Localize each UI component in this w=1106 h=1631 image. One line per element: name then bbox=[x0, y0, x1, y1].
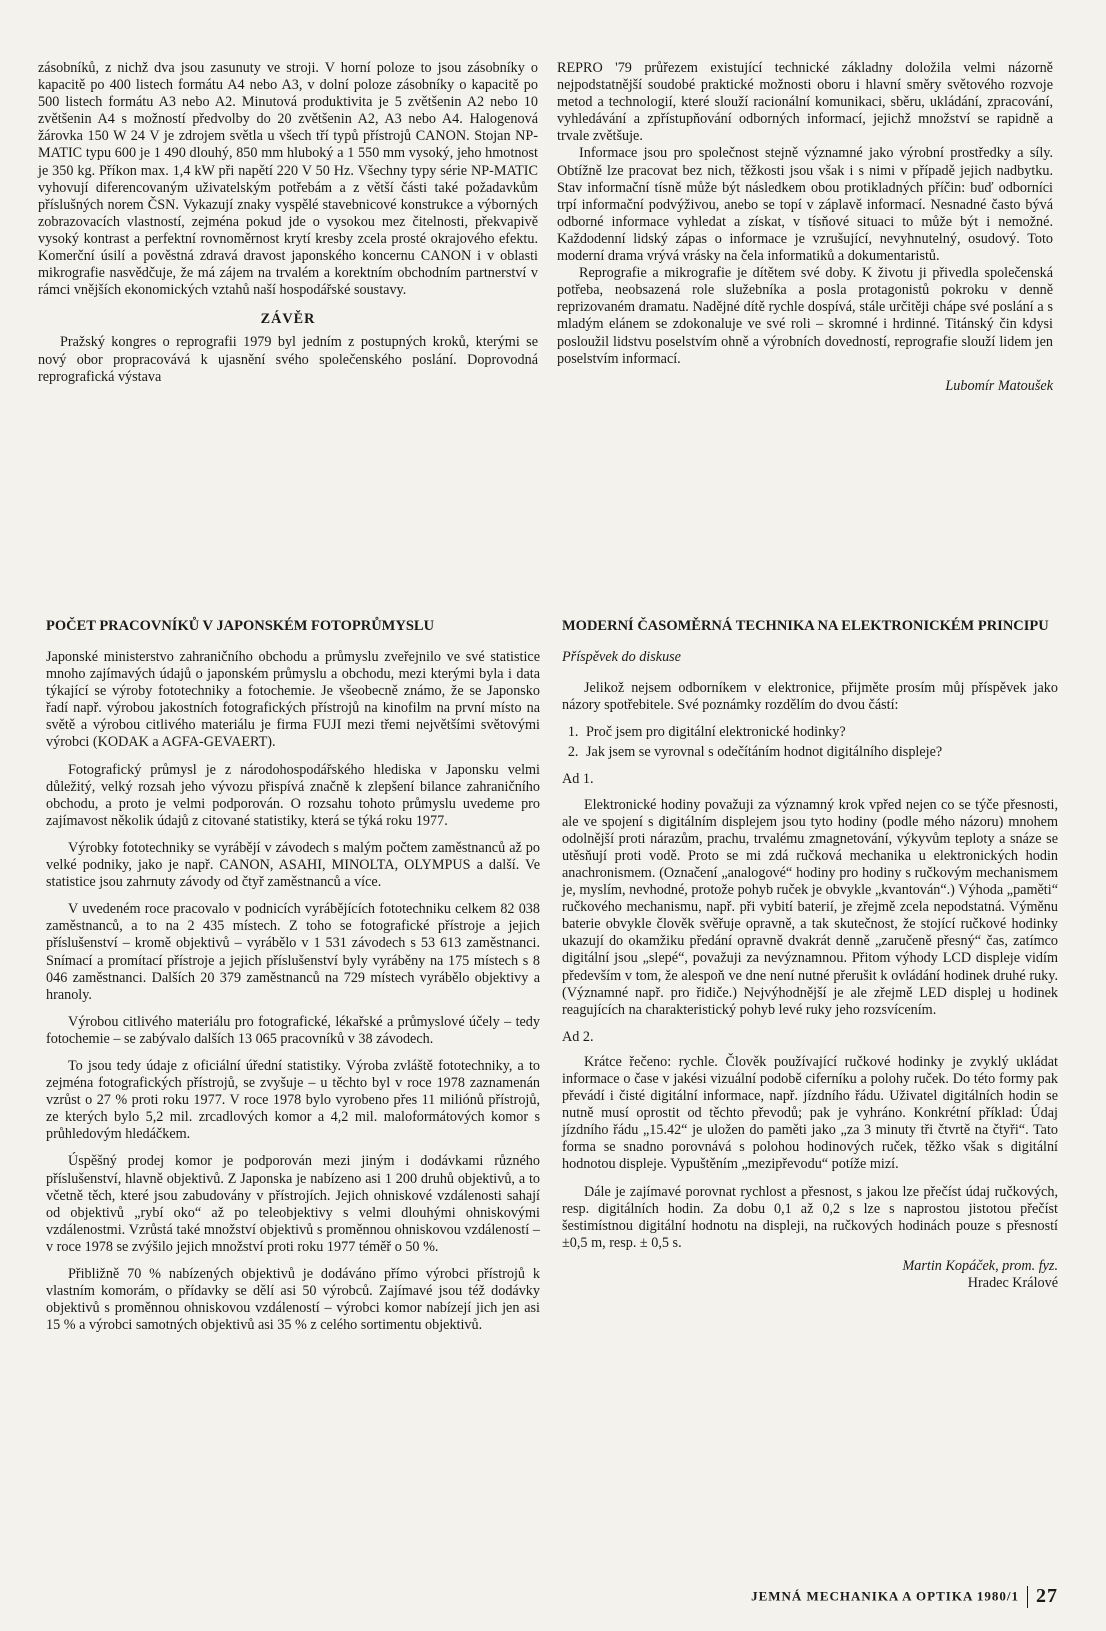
author-block bbox=[562, 1258, 1058, 1292]
paragraph: V uvedeném roce pracovalo v podnicích vyrábějících fototechniku celkem 82 038 zaměstnanců, a to na 2 435 místech. Z toho se fotografické přístroje a jejich příslušenství – kromě objektivů – vyrábělo v 1 531 závodech s 53 613 zaměstnanci. Snímací a promítací přístroje a jejich příslušenství byly vyráběny na 175 místech s 8 046 zaměstnanci. Dalších 20 379 zaměstnanců na 729 místech vyrábělo objektivy a hranoly. bbox=[46, 901, 540, 1003]
paragraph: Výrobky fototechniky se vyrábějí v závodech s malým počtem zaměstnanců až po velké podniky, jako je např. CANON, ASAHI, MINOLTA, OLYMPUS a další. Ve statistice jsou zahrnuty závody od čtyř zaměstnanců a více. bbox=[46, 839, 540, 891]
paragraph: Informace jsou pro společnost stejně významné jako výrobní prostředky a síly. Obtížně lze pracovat bez nich, těžkosti jsou však i s nimi v případě jejich nadbytku. Stav informační tísně může být následkem obou protikladných příčin: buď odborníci trpí informační podvýživou, anebo se topí v záplavě informací. Nesnadné často bývá odborné informace vyhledat a získat, v tísňové situaci to může být i nemožné. Každodenní lidský zápas o informace je vzrušující, nevyhnutelný, osudový. Toto moderní drama vrývá vrásky na čela informatiků a dokumentaristů. bbox=[557, 145, 1053, 265]
paragraph: Dále je zajímavé porovnat rychlost a přesnost, s jakou lze přečíst údaj ručkových, resp. digitálních hodin. Za dobu 0,1 až 0,2 s lze s naprostou jistotou přečíst šestimístnou digitální hodnotu na displeji, na ručkových hodinách pouze s přesností ±0,5 m, resp. ± 0,5 s. bbox=[562, 1183, 1058, 1251]
author-signature: Lubomír Matoušek bbox=[945, 377, 1053, 394]
article-clocks-column bbox=[562, 618, 1058, 1292]
paragraph: Jelikož nejsem odborníkem v elektronice, přijměte prosím můj příspěvek jako názory spotřebitele. Své poznámky rozdělím do dvou částí: bbox=[562, 680, 1058, 714]
list-item: 2. Jak jsem se vyrovnal s odečítáním hodnot digitálního displeje? bbox=[582, 744, 1058, 761]
numbered-list bbox=[582, 724, 1058, 761]
author-name: Martin Kopáček, prom. fyz. bbox=[902, 1257, 1058, 1274]
article-subtitle: Příspěvek do diskuse bbox=[562, 649, 681, 665]
list-item: 1. Proč jsem pro digitální elektronické hodinky? bbox=[582, 724, 1058, 741]
paragraph: To jsou tedy údaje z oficiální úřední statistiky. Výroba zvláště fototechniky, a to zejména fotografických přístrojů, se zvyšuje – u těchto byl v roce 1978 zaznamenán vzrůst o 27 % proti roku 1977. V roce 1978 bylo vyrobeno přes 11 miliónů přístrojů, ze kterých bylo 5,2 mil. zrcadlových komor a 4,2 mil. maloformátových komor s průhledovým hledáčkem. bbox=[46, 1057, 540, 1143]
paragraph: Krátce řečeno: rychle. Člověk používající ručkové hodinky je zvyklý ukládat informace o čase v jakési vizuální podobě ciferníku a polohy ruček. Do této formy pak převádí i čisté digitální informace, např. jízdního řádu. Uživatel digitálních hodin se nutně musí oprostit od těchto převodů; pak je vyhráno. Konkrétní příklad: Údaj jízdního řádu „15.42“ je uložen do paměti jako „za 3 minuty tři čtvrtě na čtyři“. Tato forma se snadno porovnává s polohou hodinových ruček, těžko však s digitální hodnotou displeje. Vypuštěním „mezipřevodu“ potíže mizí. bbox=[562, 1053, 1058, 1173]
page-footer bbox=[751, 1585, 1058, 1608]
section-label-ad1: Ad 1. bbox=[562, 771, 594, 788]
section-heading-zaver: ZÁVĚR bbox=[260, 311, 316, 328]
paragraph: Elektronické hodiny považuji za významný krok vpřed nejen co se týče přesnosti, ale ve spojení s digitálním displejem jsou tyto hodiny (podle mého názoru) mnohem odolnější proti nárazům, prachu, trvalému zmagnetování, výkyvům teploty a snáze se utěsňují proti vodě. Proto se mi zdá ručková mechanika u elektronických hodin anachronismem. (Označení „analogové“ hodiny pro hodiny s ručkovým mechanismem je, myslím, nevhodné, protože pohyb ruček je obvykle „kvantován“.) Výhoda „paměti“ ručkového mechanismu, např. při vybití baterií, je zřejmě zcela nepodstatná. Výměnu baterie obvykle člověk svěřuje opravně, a tak skutečnost, že stojící ručkové hodinky ukazují do okamžiku předání opravně dvakrát denně „zaručeně přesný“ čas, zatímco digitální jsou „slepé“, považuji za nevýznamnou. Přitom výhody LCD displeje vidím především v tom, že alespoň ve dne není nutné přerušit k ovládání hodinek druhé ruky. (Významné např. pro řidiče.) Nejvýhodnější je ale zřejmě LED displej u hodinek reagujících na charakteristický pohyb levé ruky jeho rozsvícením. bbox=[562, 796, 1058, 1018]
top-left-column bbox=[38, 60, 538, 386]
article-workers-column bbox=[46, 618, 540, 1334]
section-label-ad2: Ad 2. bbox=[562, 1028, 594, 1045]
paragraph: Přibližně 70 % nabízených objektivů je dodáváno přímo výrobci přístrojů k vlastním komorám, o přídavky se dělí asi 50 výrobců. Zajímavé jsou též dodávky objektivů s proměnnou ohniskovou vzdáleností – výrobci komor nabízejí jich jen asi 15 % a výrobci samotných objektivů asi 35 % z celého sortimentu objektivů. bbox=[46, 1266, 540, 1334]
article-title: MODERNÍ ČASOMĚRNÁ TECHNIKA NA ELEKTRONICKÉM PRINCIPU bbox=[562, 618, 1049, 634]
paragraph: Výrobou citlivého materiálu pro fotografické, lékařské a průmyslové účely – tedy fotochemie – se zabývalo dalších 13 065 pracovníků v 38 závodech. bbox=[46, 1013, 540, 1047]
paragraph: Reprografie a mikrografie je dítětem své doby. K životu ji přivedla společenská potřeba, neobsazená role služebníka a posla protagonistů pokroku v denně reprizovaném dramatu. Nadějné dítě rychle dospívá, stále určitěji chápe své poslání a s mladým elánem se zdokonaluje ve své roli – skromné i hrdinné. Titánský čin kdysi posloužil lidstvu poselstvím ohně a výrobních dovedností, reprografie slouží lidem jen poselstvím informací. bbox=[557, 265, 1053, 367]
author-city: Hradec Králové bbox=[967, 1275, 1058, 1291]
page-number: 27 bbox=[1036, 1585, 1058, 1607]
paragraph: zásobníků, z nichž dva jsou zasunuty ve stroji. V horní poloze to jsou zásobníky o kapacitě po 400 listech formátu A4 nebo A3, v dolní poloze zásobníky o kapacitě po 500 listech formátu A3 nebo A2. Minutová produktivita je 5 zvětšenin A2 nebo 10 zvětšenin A4 s možností předvolby do 20 zvětšenin A2, A3 nebo A4. Halogenová žárovka 150 W 24 V je zdrojem světla u všech tří typů přístrojů CANON. Stojan NP-MATIC typu 600 je 1 490 dlouhý, 850 mm hluboký a 1 550 mm vysoký, jeho hmotnost je 350 kg. Příkon max. 1,4 kW při napětí 220 V 50 Hz. Všechny typy série NP-MATIC vyhovují diferencovaným uživatelským potřebám a z větší části také požadavkům příslušných norem ČSN. Vykazují znaky vyspělé stavebnicové konstrukce a výborných zobrazovacích vlastností, zejména pokud jde o vysokou mez čitelnosti, překvapivě vysoký kontrast a perfektní rovnoměrnost krytí kresby zcela prosté okrajového efektu. Komerční úsilí a pověstná zdravá dravost japonského koncernu CANON i v oblasti mikrografie nasvědčuje, že má zájem na trvalém a korektním obchodním partnerství v rámci vnějších ekonomických vztahů naší hospodářské soustavy. bbox=[38, 60, 538, 299]
footer-divider bbox=[1027, 1586, 1028, 1608]
article-title: POČET PRACOVNÍKŮ V JAPONSKÉM FOTOPRŮMYSLU bbox=[46, 618, 435, 634]
paragraph: Fotografický průmysl je z národohospodářského hlediska v Japonsku velmi důležitý, velký rozsah jeho vývozu přispívá značně k zlepšení bilance zahraničního obchodu, a proto je velmi podporován. O rozsahu tohoto průmyslu uvedeme pro zajímavost několik údajů z citované statistiky, která se týká roku 1977. bbox=[46, 761, 540, 829]
paragraph: Pražský kongres o reprografii 1979 byl jedním z postupných kroků, kterými se nový obor propracovává k ujasnění svého společenského poslání. Doprovodná reprografická výstava bbox=[38, 334, 538, 385]
paragraph: REPRO '79 průřezem existující technické základny doložila velmi názorně nejpodstatnější soudobé praktické možnosti oboru i hlavní směry světového rozvoje metod a technologií, které slouží racionální komunikaci, sběru, ukládání, zpracování, vyhledávání a zpřístupňování odborných informací, jejichž množství se rapidně a trvale zvětšuje. bbox=[557, 60, 1053, 145]
paragraph: Japonské ministerstvo zahraničního obchodu a průmyslu zveřejnilo ve své statistice mnoho zajímavých údajů o japonském průmyslu a obchodu, mezi kterými byla i data týkající se výroby fototechniky a fotochemie. Je všeobecně známo, že se Japonsko řadí např. výrobou jakostních fotografických přístrojů na kinofilm na první místo na světě a výrobou citlivého materiálu je firma FUJI mezi třemi největšími světovými výrobci (KODAK a AGFA-GEVAERT). bbox=[46, 649, 540, 751]
paragraph: Úspěšný prodej komor je podporován mezi jiným i dodávkami různého příslušenství, hlavně objektivů. Z Japonska je nabízeno asi 1 200 druhů objektivů, a to včetně těch, které jsou zabudovány v přístrojích. Jejich ohniskové vzdálenosti sahají od objektivů „rybí oko“ až po teleobjektivy s velmi dlouhými ohniskovými vzdálenostmi. Vzrůstá také množství objektivů s proměnnou ohniskovou vzdáleností – v roce 1978 se zvýšilo jejich množství proti roku 1977 téměř o 50 %. bbox=[46, 1153, 540, 1255]
top-right-column bbox=[557, 60, 1053, 395]
journal-name: JEMNÁ MECHANIKA A OPTIKA 1980/1 bbox=[751, 1588, 1019, 1604]
